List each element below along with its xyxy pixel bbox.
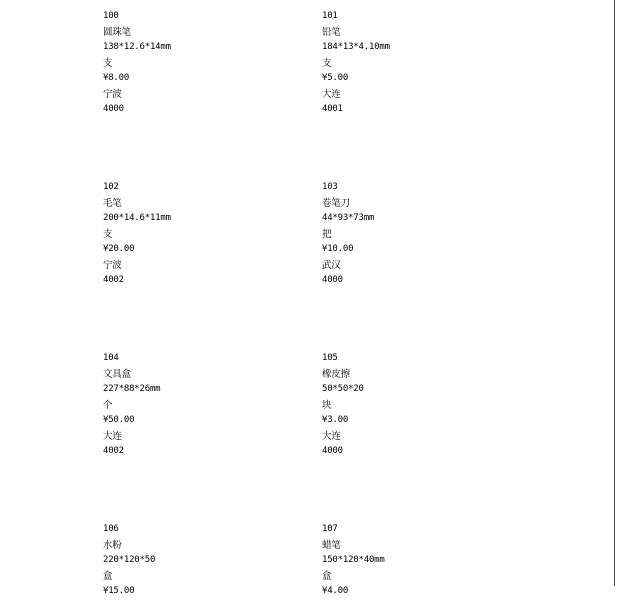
product-code: 4001 <box>322 104 343 114</box>
product-id: 105 <box>322 353 338 363</box>
product-origin: 大连 <box>322 88 341 100</box>
product-card <box>322 9 502 118</box>
product-name: 铅笔 <box>322 26 341 38</box>
product-code: 4000 <box>322 275 343 285</box>
product-unit: 块 <box>322 399 332 411</box>
product-id: 100 <box>103 11 119 21</box>
product-size: 138*12.6*14mm <box>103 42 171 52</box>
product-name: 橡皮擦 <box>322 368 350 380</box>
product-size: 227*88*26mm <box>103 384 161 394</box>
product-unit: 支 <box>103 228 113 240</box>
product-origin: 宁波 <box>103 88 122 100</box>
product-size: 184*13*4.10mm <box>322 42 390 52</box>
product-card <box>103 351 283 460</box>
product-price: ¥15.00 <box>103 586 135 596</box>
product-name: 圆珠笔 <box>103 26 131 38</box>
product-code: 4000 <box>103 104 124 114</box>
product-origin: 武汉 <box>322 259 341 271</box>
product-card <box>103 9 283 118</box>
product-card <box>322 180 502 289</box>
product-unit: 支 <box>103 57 113 69</box>
product-code: 4002 <box>103 446 124 456</box>
product-code: 4002 <box>103 275 124 285</box>
product-price: ¥20.00 <box>103 244 135 254</box>
product-name: 毛笔 <box>103 197 122 209</box>
product-unit: 个 <box>103 399 113 411</box>
product-origin: 大连 <box>322 430 341 442</box>
product-unit: 盒 <box>322 570 332 582</box>
page-edge-divider <box>614 0 615 586</box>
product-size: 220*120*50 <box>103 555 156 565</box>
product-price: ¥3.00 <box>322 415 349 425</box>
product-unit: 把 <box>322 228 332 240</box>
product-id: 104 <box>103 353 119 363</box>
product-id: 101 <box>322 11 338 21</box>
product-card <box>103 522 283 600</box>
product-size: 50*50*20 <box>322 384 364 394</box>
product-id: 102 <box>103 182 119 192</box>
product-price: ¥50.00 <box>103 415 135 425</box>
product-id: 107 <box>322 524 338 534</box>
product-price: ¥4.00 <box>322 586 349 596</box>
product-code: 4000 <box>322 446 343 456</box>
product-id: 106 <box>103 524 119 534</box>
product-price: ¥8.00 <box>103 73 130 83</box>
product-name: 蜡笔 <box>322 539 341 551</box>
product-origin: 大连 <box>103 430 122 442</box>
product-card <box>103 180 283 289</box>
product-unit: 盒 <box>103 570 113 582</box>
product-size: 44*93*73mm <box>322 213 375 223</box>
product-origin: 宁波 <box>103 259 122 271</box>
product-id: 103 <box>322 182 338 192</box>
product-name: 水粉 <box>103 539 122 551</box>
product-name: 卷笔刀 <box>322 197 350 209</box>
product-card <box>322 351 502 460</box>
product-size: 200*14.6*11mm <box>103 213 171 223</box>
product-price: ¥5.00 <box>322 73 349 83</box>
product-name: 文具盒 <box>103 368 131 380</box>
product-price: ¥10.00 <box>322 244 354 254</box>
product-unit: 支 <box>322 57 332 69</box>
product-size: 150*120*40mm <box>322 555 385 565</box>
product-card <box>322 522 502 600</box>
